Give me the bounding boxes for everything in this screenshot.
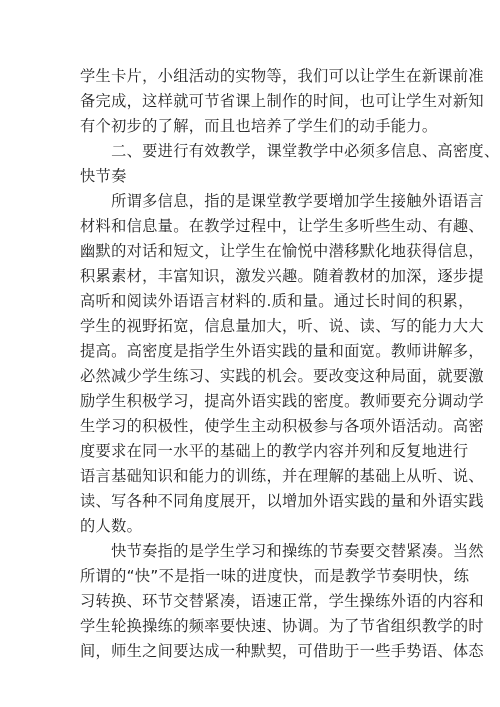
text-line: 间，师生之间要达成一种默契，可借助于一些手势语、体态 [80, 642, 484, 660]
text-line: 的人数。 [80, 517, 143, 535]
text-line: 幽默的对话和短文，让学生在愉悦中潜移默化地获得信息， [80, 242, 484, 260]
text-line: 语言基础知识和能力的训练，并在理解的基础上从听、说、 [80, 467, 484, 485]
text-line: 读、写各种不同角度展开，以增加外语实践的量和外语实践 [80, 492, 484, 510]
text-line: 备完成，这样就可节省课上制作的时间，也可让学生对新知 [80, 92, 484, 110]
text-line: 提高。高密度是指学生外语实践的量和面宽。教师讲解多， [80, 342, 484, 360]
text-line: 生学习的积极性，使学生主动积极参与各项外语活动。高密 [80, 417, 484, 435]
text-line: 习转换、环节交替紧凑，语速正常，学生操练外语的内容和 [80, 592, 484, 610]
text-line: 有个初步的了解，而且也培养了学生们的动手能力。 [80, 117, 438, 135]
text-line: 学生的视野拓宽，信息量加大，听、说、读、写的能力大大 [80, 317, 484, 335]
text-line: 高听和阅读外语语言材料的.质和量。通过长时间的积累， [80, 292, 474, 310]
text-line: 快节奏指的是学生学习和操练的节奏要交替紧凑。当然 [80, 542, 484, 560]
section-heading: 二、要进行有效教学，课堂教学中必须多信息、高密度、 [80, 142, 500, 160]
text-line: 学生卡片，小组活动的实物等，我们可以让学生在新课前准 [80, 67, 484, 85]
text-line: 所谓的“快”不是指一味的进度快，而是教学节奏明快，练 [80, 567, 470, 585]
text-line: 积累素材，丰富知识，激发兴趣。随着教材的加深，逐步提 [80, 267, 484, 285]
text-line: 必然减少学生练习、实践的机会。要改变这种局面，就要激 [80, 367, 484, 385]
text-line: 学生轮换操练的频率要快速、协调。为了节省组织教学的时 [80, 617, 484, 635]
section-heading-cont: 快节奏 [80, 167, 127, 185]
text-line: 度要求在同一水平的基础上的教学内容并列和反复地进行 [80, 442, 469, 460]
text-line: 励学生积极学习，提高外语实践的密度。教师要充分调动学 [80, 392, 484, 410]
text-line: 所谓多信息，指的是课堂教学要增加学生接触外语语言 [80, 192, 484, 210]
text-line: 材料和信息量。在教学过程中，让学生多听些生动、有趣、 [80, 217, 484, 235]
